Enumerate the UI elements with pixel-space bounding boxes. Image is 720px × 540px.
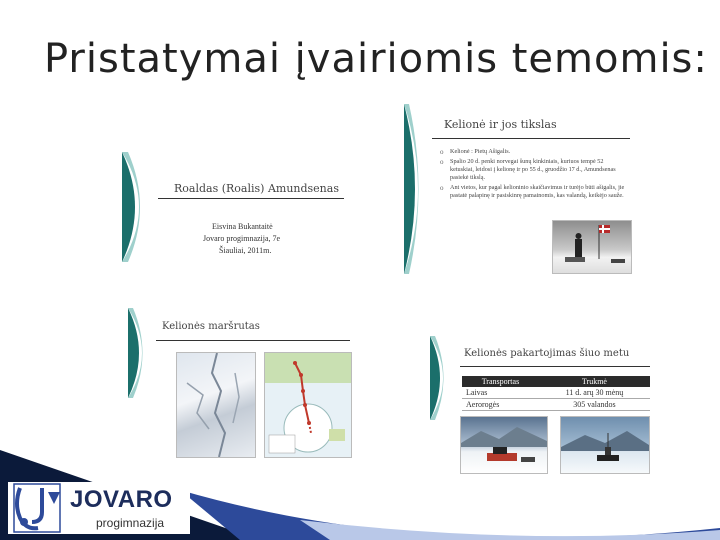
antarctica-route-map <box>264 352 352 458</box>
slide-arc-decoration <box>404 104 434 274</box>
table-cell: Laivas <box>462 387 539 399</box>
logo-name: JOVARO <box>70 486 173 513</box>
slide-title: Kelionės pakartojimas šiuo metu <box>464 348 630 359</box>
page-title: Pristatymai įvairiomis temomis: <box>44 36 708 82</box>
table-header: Trukmė <box>539 376 650 387</box>
slide-arc-decoration <box>122 152 162 262</box>
table-cell: 305 valandos <box>539 399 650 411</box>
table-row <box>462 387 650 399</box>
slide-author-line: Eisvina Bukantaitė <box>212 222 273 231</box>
logo-emblem-icon <box>8 482 66 534</box>
slide-thumbnail-route[interactable] <box>128 308 360 458</box>
slide-arc-decoration <box>430 336 458 420</box>
expedition-photo <box>552 220 632 274</box>
slide-author-line: Šiauliai, 2011m. <box>219 246 272 255</box>
slide-arc-decoration <box>128 308 158 398</box>
antarctica-map-satellite <box>176 352 256 458</box>
slide-thumbnail-goal[interactable] <box>404 104 636 274</box>
slide-title: Kelionė ir jos tikslas <box>444 118 557 131</box>
list-item: o Kelionė : Pietų Ašigalis. <box>440 148 626 156</box>
list-item: o Ant vietos, kur pagal kelioninio skaičiavimus ir turėjo būti ašigalis, jie pastatė palapinę ir pasiskinrę pamainomis, kas valandą, keikėjo sauže. <box>440 184 626 200</box>
slide-bullet-list <box>440 148 626 202</box>
slide-title: Roaldas (Roalis) Amundsenas <box>174 182 339 195</box>
jovaro-logo <box>8 482 190 534</box>
slide-author-line: Jovaro progimnazija, 7e <box>203 234 281 243</box>
transport-table <box>462 376 650 411</box>
list-item: o Spalio 20 d. penki norvegai šunų kinkiniais, kuriuos tempė 52 ketuskiai, leidosi į kelionę ir po 55 d., gruodžio 17 d., Amundsenas pasiekė tikslą. <box>440 158 626 182</box>
table-row <box>462 399 650 411</box>
table-cell: Aerorogės <box>462 399 539 411</box>
slide-title: Kelionės maršrutas <box>162 321 260 332</box>
slide-thumbnail-amundsen[interactable] <box>122 152 362 262</box>
table-header: Transportas <box>462 376 539 387</box>
table-cell: 11 d. arų 30 mėnų <box>539 387 650 399</box>
logo-subtitle: progimnazija <box>96 516 165 530</box>
